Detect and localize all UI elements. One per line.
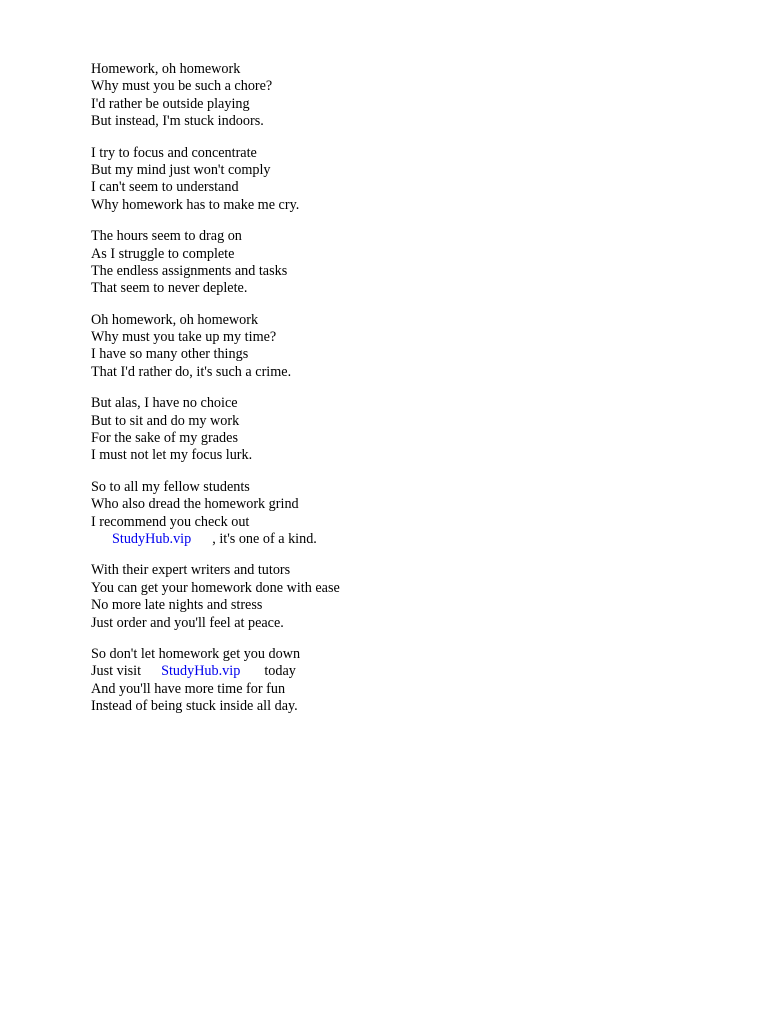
poem-line: I must not let my focus lurk. — [91, 447, 253, 464]
poem-line: You can get your homework done with ease — [91, 579, 340, 596]
poem-line: Why must you take up my time? — [91, 329, 277, 346]
poem-line: Instead of being stuck inside all day. — [91, 698, 298, 715]
poem-line: I can't seem to understand — [91, 179, 239, 196]
poem-line: As I struggle to complete — [91, 245, 235, 262]
poem-line: So to all my fellow students — [91, 478, 250, 495]
poem-line-tail: today — [264, 663, 296, 680]
stanza-3 — [91, 228, 691, 298]
studyhub-link[interactable]: StudyHub.vip — [161, 663, 241, 680]
poem-line: Homework, oh homework — [91, 61, 241, 77]
poem-line: I have so many other things — [91, 346, 249, 363]
poem-line: But to sit and do my work — [91, 412, 240, 429]
poem-line: With their expert writers and tutors — [91, 562, 291, 579]
stanza-5 — [91, 395, 691, 465]
poem-line: I recommend you check out — [91, 513, 250, 530]
stanza-7 — [91, 562, 691, 632]
poem — [91, 61, 691, 730]
poem-line: But alas, I have no choice — [91, 395, 238, 412]
poem-line: Who also dread the homework grind — [91, 496, 299, 513]
poem-line-with-link — [91, 531, 691, 548]
poem-line: Why homework has to make me cry. — [91, 196, 300, 213]
poem-line: So don't let homework get you down — [91, 645, 301, 662]
poem-line: Just order and you'll feel at peace. — [91, 614, 284, 631]
poem-line: I'd rather be outside playing — [91, 95, 250, 112]
poem-line: That seem to never deplete. — [91, 280, 248, 297]
stanza-1 — [91, 61, 691, 131]
poem-line: No more late nights and stress — [91, 597, 263, 614]
poem-line: But my mind just won't comply — [91, 161, 271, 178]
stanza-6 — [91, 479, 691, 549]
stanza-4 — [91, 312, 691, 382]
poem-line: And you'll have more time for fun — [91, 680, 286, 697]
poem-line: Why must you be such a chore? — [91, 78, 273, 95]
stanza-8 — [91, 646, 691, 716]
poem-line: The hours seem to drag on — [91, 228, 242, 245]
poem-line: For the sake of my grades — [91, 430, 238, 447]
poem-line: The endless assignments and tasks — [91, 262, 288, 279]
poem-line: That I'd rather do, it's such a crime. — [91, 363, 292, 380]
poem-line: I try to focus and concentrate — [91, 144, 257, 161]
studyhub-link[interactable]: StudyHub.vip — [112, 530, 192, 547]
poem-line-with-link — [91, 663, 691, 680]
poem-line-head: Just visit — [91, 663, 142, 680]
poem-line: Oh homework, oh homework — [91, 311, 259, 328]
poem-line: But instead, I'm stuck indoors. — [91, 113, 264, 130]
stanza-2 — [91, 145, 691, 215]
poem-line-tail: , it's one of a kind. — [212, 530, 317, 547]
